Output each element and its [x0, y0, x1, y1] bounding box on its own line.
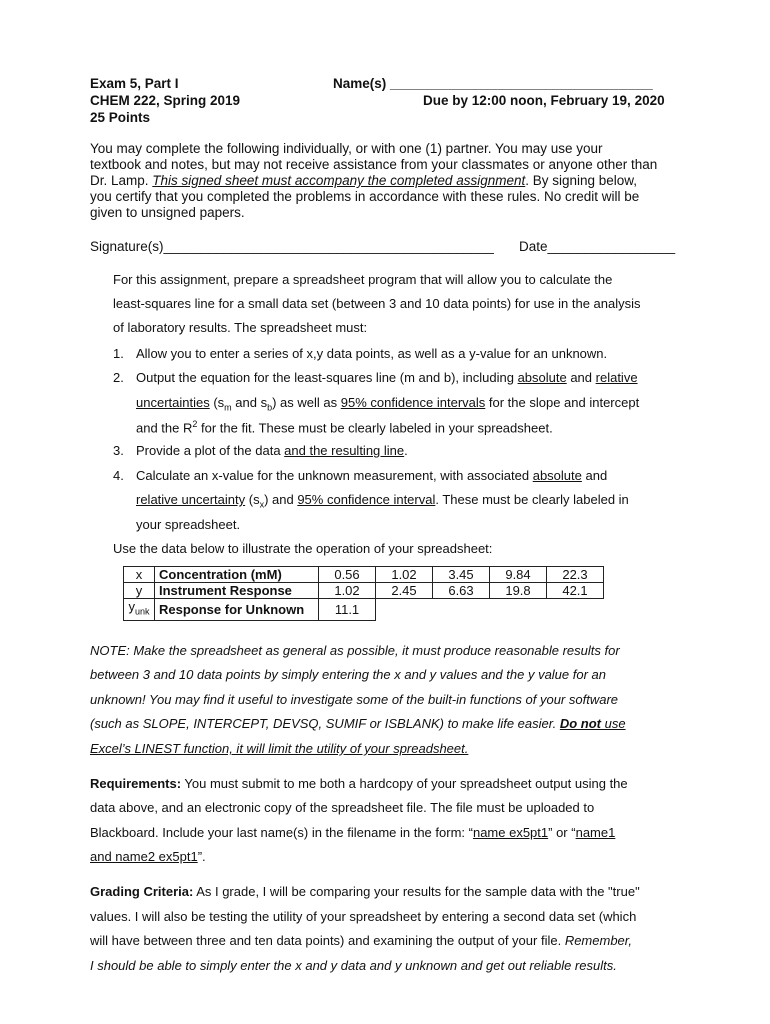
list-item-cont: uncertainties ($s_m$ and $s_b$) as well as 95% confidence intervals for the slope and intercept [136, 395, 640, 413]
table-cell: 42.1 [547, 583, 604, 599]
grading-line: values. I will also be testing the utility of your spreadsheet by entering a second data set (which [90, 909, 637, 924]
intro-line: you certify that you completed the problems in accordance with these rules. No credit will be [90, 189, 640, 204]
name-field: Name(s) ___________________________________ [333, 76, 653, 91]
table-cell: 19.8 [490, 583, 547, 599]
intro-line: given to unsigned papers. [90, 205, 245, 220]
table-cell: 3.45 [433, 567, 490, 583]
list-number: 3. [113, 443, 124, 458]
list-item: Provide a plot of the data and the resulting line. [136, 443, 408, 458]
table-cell: 1.02 [376, 567, 433, 583]
intro-line: textbook and notes, but may not receive assistance from your classmates or anyone other than [90, 157, 658, 172]
grading-line: will have between three and ten data points) and examining the output of your file. Remember, [90, 933, 633, 948]
table-cell: 0.56 [319, 567, 376, 583]
row-symbol: x [124, 567, 155, 583]
requirements-line: Requirements: You must submit to me both a hardcopy of your spreadsheet output using the [90, 776, 628, 791]
note-line: NOTE: Make the spreadsheet as general as possible, it must produce reasonable results for [90, 643, 620, 658]
row-symbol: $y_{unk}$ [124, 599, 155, 621]
row-label: Instrument Response [155, 583, 319, 599]
row-label: Response for Unknown [155, 599, 319, 621]
table-cell: 1.02 [319, 583, 376, 599]
list-number: 1. [113, 346, 124, 361]
table-row [124, 583, 604, 599]
signature-line: Signature(s)____________________________________________ [90, 239, 494, 254]
assignment-text: For this assignment, prepare a spreadsheet program that will allow you to calculate the [113, 272, 613, 287]
table-cell: 2.45 [376, 583, 433, 599]
list-number: 4. [113, 468, 124, 483]
grading-line: Grading Criteria: As I grade, I will be comparing your results for the sample data with the "true" [90, 884, 640, 899]
intro-line: You may complete the following individually, or with one (1) partner. You may use your [90, 141, 603, 156]
assignment-text: of laboratory results. The spreadsheet must: [113, 320, 368, 335]
table-cell: 6.63 [433, 583, 490, 599]
grading-label: Grading Criteria: [90, 884, 194, 899]
date-line: Date_________________ [519, 239, 676, 254]
note-line: (such as SLOPE, INTERCEPT, DEVSQ, SUMIF or ISBLANK) to make life easier. Do not use [90, 716, 626, 731]
list-item: Allow you to enter a series of x,y data points, as well as a y-value for an unknown. [136, 346, 608, 361]
list-item: Output the equation for the least-squares line (m and b), including absolute and relative [136, 370, 638, 385]
list-item-cont: your spreadsheet. [136, 517, 241, 532]
list-item-cont: relative uncertainty $(s_x)$ and 95% confidence interval. These must be clearly labeled in [136, 492, 629, 510]
table-cell: 22.3 [547, 567, 604, 583]
requirements-label: Requirements: [90, 776, 182, 791]
row-symbol: y [124, 583, 155, 599]
table-cell: 9.84 [490, 567, 547, 583]
table-row [124, 599, 604, 621]
table-row [124, 567, 604, 583]
signed-sheet-notice: This signed sheet must accompany the completed assignment [152, 173, 526, 188]
due-date: Due by 12:00 noon, February 19, 2020 [423, 93, 665, 108]
requirements-line: Blackboard. Include your last name(s) in the filename in the form: “name ex5pt1” or “name1 [90, 825, 616, 840]
list-item: Calculate an x-value for the unknown measurement, with associated absolute and [136, 468, 608, 483]
row-label: Concentration (mM) [155, 567, 319, 583]
assignment-text: least-squares line for a small data set (between 3 and 10 data points) for use in the analysis [113, 296, 641, 311]
grading-line: I should be able to simply enter the x and y data and y unknown and get out reliable results. [90, 958, 617, 973]
data-table [123, 566, 604, 621]
requirements-line: and name2 ex5pt1”. [90, 849, 206, 864]
list-number: 2. [113, 370, 124, 385]
note-line: unknown! You may find it useful to investigate some of the built-in functions of your software [90, 692, 618, 707]
use-data-text: Use the data below to illustrate the operation of your spreadsheet: [113, 541, 493, 556]
points-label: 25 Points [90, 110, 151, 125]
table-cell: 11.1 [319, 599, 376, 621]
exam-title: Exam 5, Part I [90, 76, 179, 91]
course-title: CHEM 222, Spring 2019 [90, 93, 241, 108]
intro-line: Dr. Lamp. This signed sheet must accompany the completed assignment. By signing below, [90, 173, 638, 188]
list-item-cont: and the $R^2$ for the fit. These must be clearly labeled in your spreadsheet. [136, 419, 553, 436]
requirements-line: data above, and an electronic copy of the spreadsheet file. The file must be uploaded to [90, 800, 595, 815]
note-line: between 3 and 10 data points by simply entering the x and y values and the y value for an [90, 667, 607, 682]
note-line: Excel’s LINEST function, it will limit the utility of your spreadsheet. [90, 741, 469, 756]
